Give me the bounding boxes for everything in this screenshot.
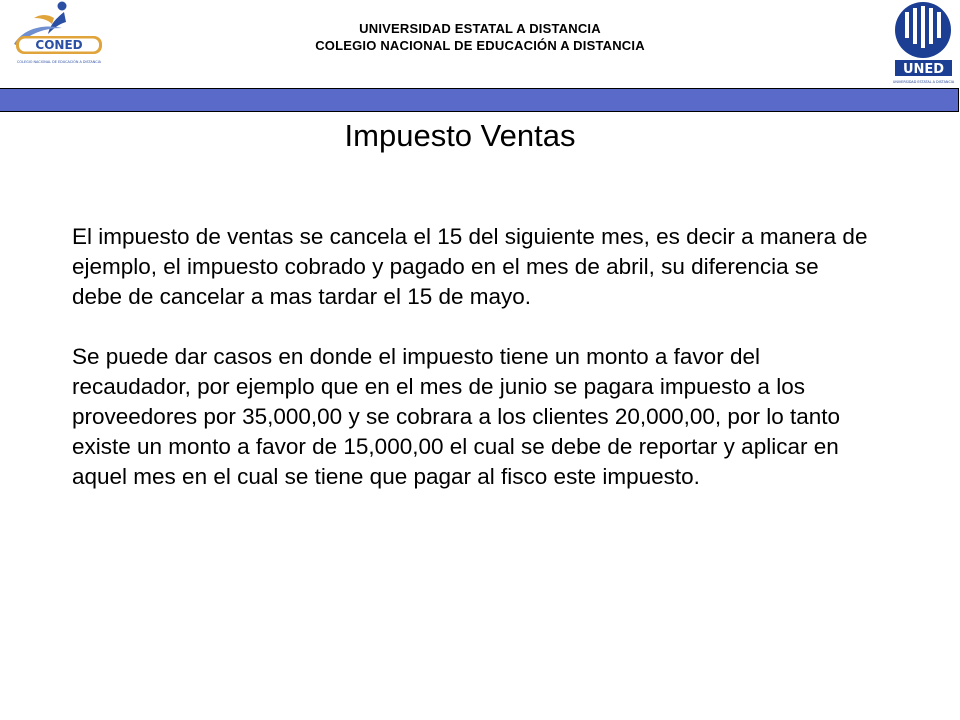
coned-logo <box>4 0 116 72</box>
paragraph: El impuesto de ventas se cancela el 15 del siguiente mes, es decir a manera de ejemplo, el impuesto cobrado y pagado en el mes de abril, su diferencia se debe de cancelar a mas tardar el 15 de mayo. <box>72 224 868 309</box>
paragraph: Se puede dar casos en donde el impuesto tiene un monto a favor del recaudador, por ejemplo que en el mes de junio se pagara impuesto a los proveedores por 35,000,00 y se cobrara a los clientes 20,000,00, por lo tanto existe un monto a favor de 15,000,00 el cual se debe de reportar y aplicar en aquel mes en el cual se tiene que pagar al fisco este impuesto. <box>72 344 840 489</box>
university-name: UNIVERSIDAD ESTATAL A DISTANCIA <box>359 21 601 36</box>
header-divider-band <box>0 88 959 112</box>
uned-logo <box>892 0 956 90</box>
svg-text:CONED: CONED <box>35 38 83 52</box>
slide-body <box>72 222 872 522</box>
slide-title: Impuesto Ventas <box>344 118 576 153</box>
svg-text:UNED: UNED <box>902 62 945 77</box>
college-name: COLEGIO NACIONAL DE EDUCACIÓN A DISTANCIA <box>315 38 645 53</box>
svg-text:COLEGIO NACIONAL DE EDUCACIÓN: COLEGIO NACIONAL DE EDUCACIÓN A DISTANCIA <box>17 60 101 64</box>
slide-header <box>0 0 960 90</box>
svg-text:UNIVERSIDAD ESTATAL A DISTANCI: UNIVERSIDAD ESTATAL A DISTANCIA <box>892 80 955 84</box>
header-institution <box>240 20 720 54</box>
